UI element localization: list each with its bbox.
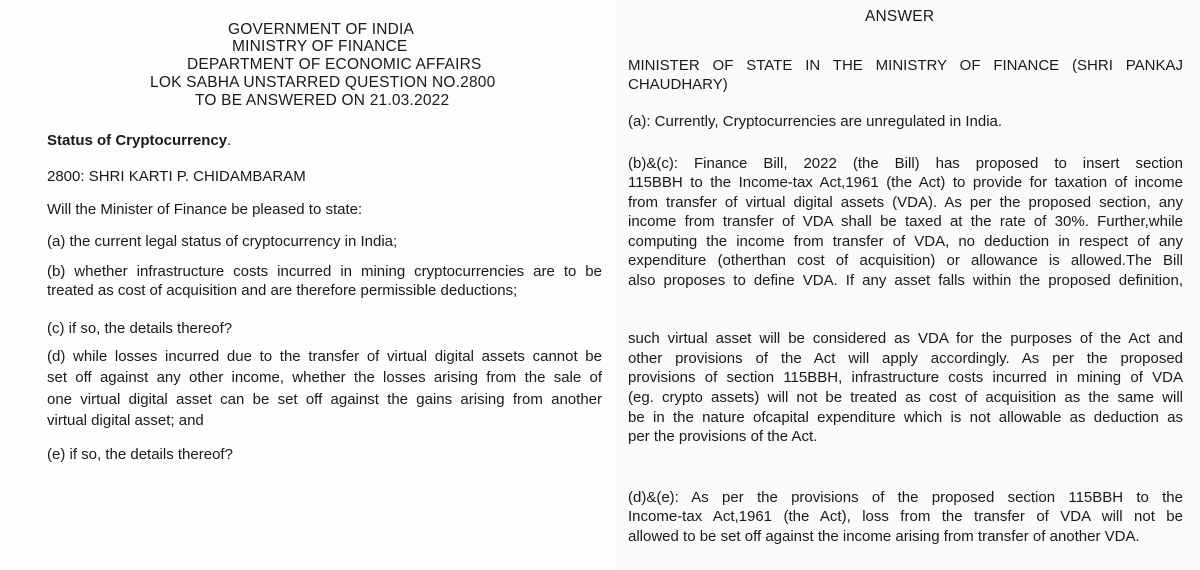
question-part-b-line: (b) whether infrastructure costs incurred in mining cryptocurrencies are to be (47, 263, 602, 280)
question-title (47, 132, 231, 149)
answer-continuation-line: other provisions of the Act will apply accordingly. As per the proposed (628, 350, 1183, 367)
answer-part-a: (a): Currently, Cryptocurrencies are unregulated in India. (628, 113, 1003, 130)
question-asker: 2800: SHRI KARTI P. CHIDAMBARAM (47, 168, 306, 185)
answer-continuation-line: such virtual asset will be considered as VDA for the purposes of the Act and (628, 330, 1183, 347)
answering-minister-line: MINISTER OF STATE IN THE MINISTRY OF FINANCE (SHRI PANKAJ (628, 57, 1183, 74)
header-line-answer-date: TO BE ANSWERED ON 21.03.2022 (195, 92, 450, 109)
question-part-a: (a) the current legal status of cryptocurrency in India; (47, 233, 398, 250)
question-part-d-line: one virtual digital asset can be set off against the gains arising from another (47, 391, 602, 408)
answer-part-b-c-line: also proposes to define VDA. If any asset falls within the proposed definition, (628, 272, 1183, 289)
answer-part-d-e-line: allowed to be set off against the income arising from transfer of another VDA. (628, 528, 1140, 545)
answer-part-b-c-line: from transfer of virtual digital assets (VDA). As per the proposed section, any (628, 194, 1183, 211)
answer-part-b-c-line: expenditure (otherthan cost of acquisition) or allowance is allowed.The Bill (628, 252, 1183, 269)
header-line-question-number: LOK SABHA UNSTARRED QUESTION NO.2800 (150, 74, 496, 91)
answer-part-b-c-line: 115BBH to the Income-tax Act,1961 (the Act) to provide for taxation of income (628, 174, 1183, 191)
answer-part-b-c-line: computing the income from transfer of VDA, no deduction in respect of any (628, 233, 1183, 250)
answer-continuation-line: (eg. crypto assets) will not be treated as cost of acquisition as the same will (628, 389, 1183, 406)
question-part-b-line: treated as cost of acquisition and are therefore permissible deductions; (47, 282, 518, 299)
answer-part-d-e-line: Income-tax Act,1961 (the Act), loss from the transfer of VDA will not be (628, 508, 1183, 525)
answer-continuation-line: per the provisions of the Act. (628, 428, 818, 445)
answer-continuation-line: provisions of section 115BBH, infrastructure costs incurred in mining of VDA (628, 369, 1183, 386)
answer-continuation-line: be in the nature ofcapital expenditure which is not allowable as deduction as (628, 409, 1183, 426)
question-title-period: . (227, 132, 232, 149)
question-part-d-line: set off against any other income, whether the losses arising from the sale of (47, 369, 602, 386)
answer-column (615, 0, 1200, 570)
answer-part-d-e-line: (d)&(e): As per the provisions of the proposed section 115BBH to the (628, 489, 1183, 506)
question-part-d-line: virtual digital asset; and (47, 412, 204, 429)
header-line-department: DEPARTMENT OF ECONOMIC AFFAIRS (187, 56, 482, 73)
question-title-text: Status of Cryptocurrency (47, 132, 228, 149)
question-part-c: (c) if so, the details thereof? (47, 320, 233, 337)
answer-heading: ANSWER (865, 8, 935, 25)
question-part-e: (e) if so, the details thereof? (47, 446, 233, 463)
question-intro: Will the Minister of Finance be pleased to state: (47, 201, 363, 218)
answering-minister-line: CHAUDHARY) (628, 76, 728, 93)
header-line-government: GOVERNMENT OF INDIA (228, 21, 415, 38)
question-part-d-line: (d) while losses incurred due to the transfer of virtual digital assets cannot be (47, 348, 602, 365)
answer-part-b-c-line: (b)&(c): Finance Bill, 2022 (the Bill) has proposed to insert section (628, 155, 1183, 172)
header-line-ministry: MINISTRY OF FINANCE (232, 38, 408, 55)
answer-part-b-c-line: income from transfer of VDA shall be taxed at the rate of 30%. Further,while (628, 213, 1183, 230)
